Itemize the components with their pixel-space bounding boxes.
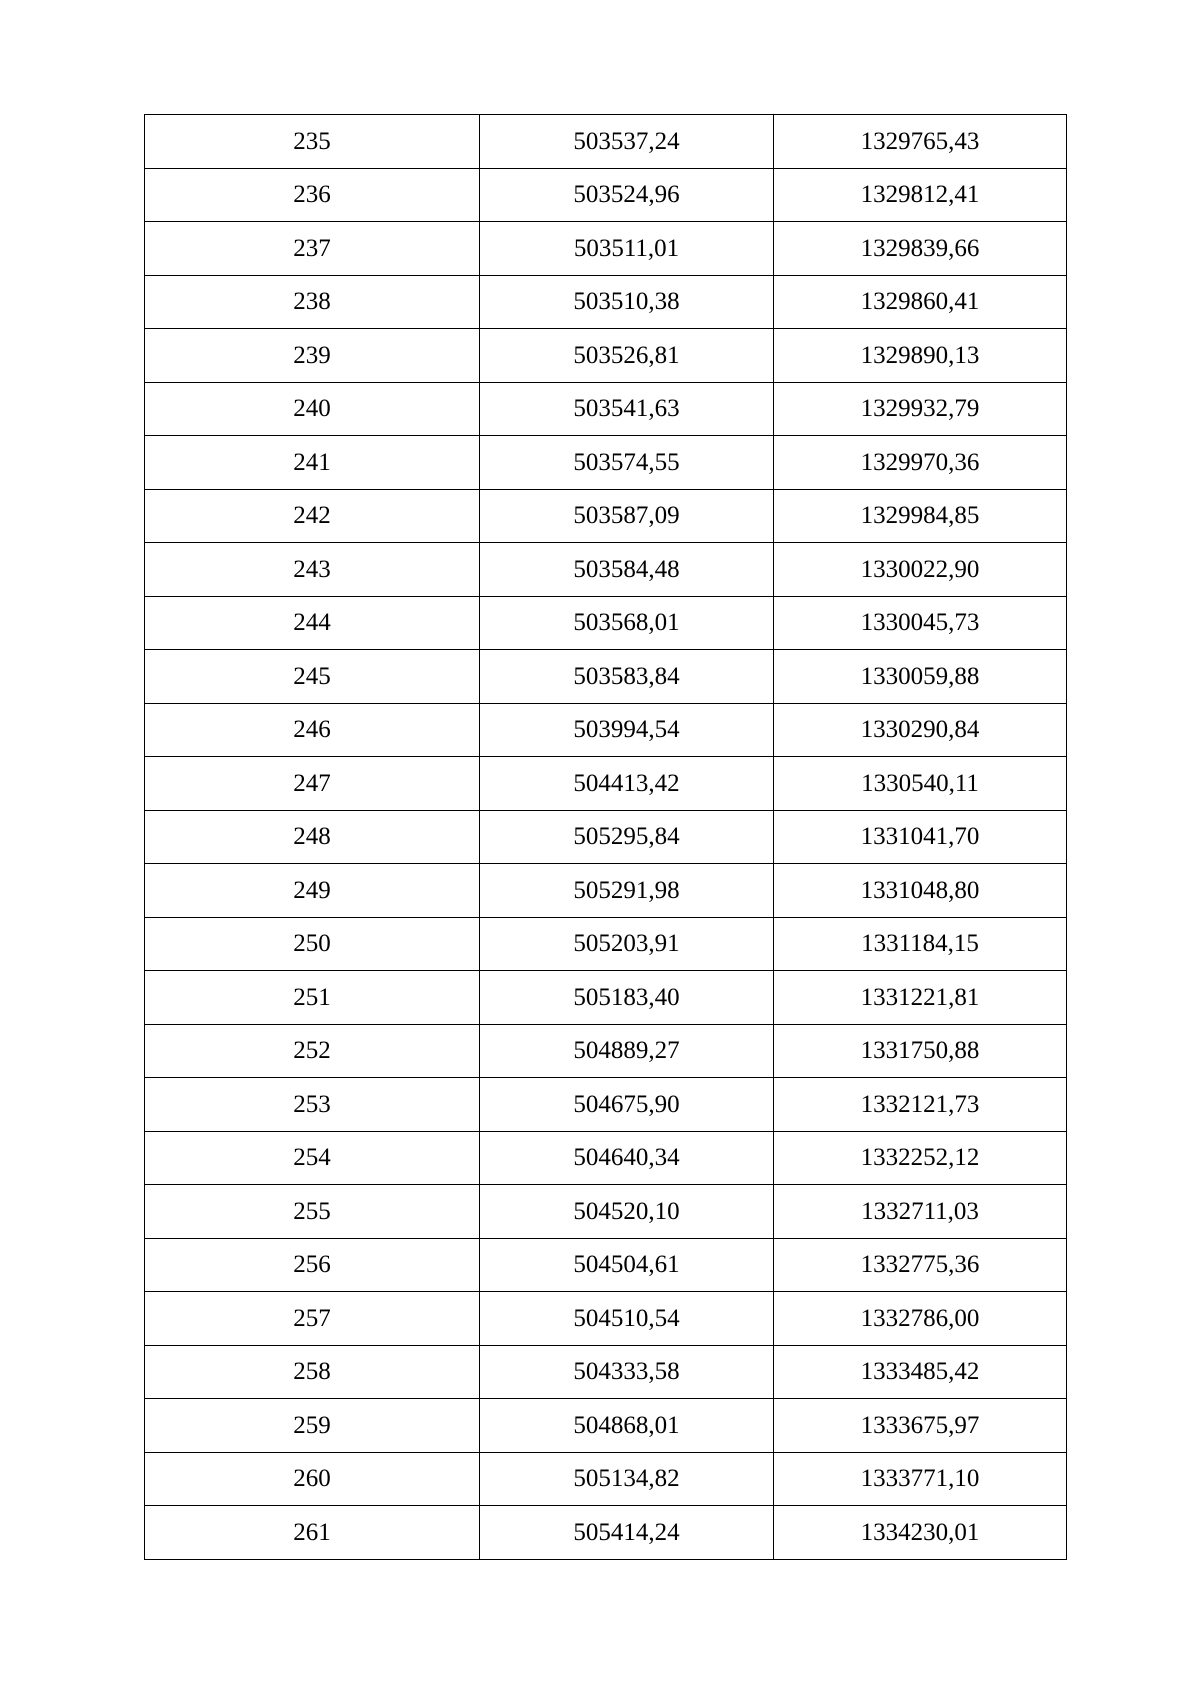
table-row	[145, 543, 1067, 597]
y-coordinate-cell: 1332775,36	[774, 1238, 1067, 1292]
y-coordinate-cell: 1334230,01	[774, 1506, 1067, 1560]
point-number-cell: 253	[145, 1078, 480, 1132]
x-coordinate-cell: 503524,96	[480, 168, 774, 222]
x-coordinate-cell: 505414,24	[480, 1506, 774, 1560]
table-row	[145, 650, 1067, 704]
y-coordinate-cell: 1330540,11	[774, 757, 1067, 811]
table-row	[145, 1452, 1067, 1506]
x-coordinate-cell: 503510,38	[480, 275, 774, 329]
table-row	[145, 1238, 1067, 1292]
point-number-cell: 252	[145, 1024, 480, 1078]
point-number-cell: 248	[145, 810, 480, 864]
point-number-cell: 243	[145, 543, 480, 597]
table-row	[145, 810, 1067, 864]
point-number-cell: 242	[145, 489, 480, 543]
point-number-cell: 260	[145, 1452, 480, 1506]
table-row	[145, 1345, 1067, 1399]
y-coordinate-cell: 1333771,10	[774, 1452, 1067, 1506]
y-coordinate-cell: 1331184,15	[774, 917, 1067, 971]
y-coordinate-cell: 1331048,80	[774, 864, 1067, 918]
x-coordinate-cell: 503994,54	[480, 703, 774, 757]
point-number-cell: 250	[145, 917, 480, 971]
x-coordinate-cell: 503541,63	[480, 382, 774, 436]
table-row	[145, 1399, 1067, 1453]
y-coordinate-cell: 1329860,41	[774, 275, 1067, 329]
point-number-cell: 246	[145, 703, 480, 757]
y-coordinate-cell: 1329839,66	[774, 222, 1067, 276]
y-coordinate-cell: 1330022,90	[774, 543, 1067, 597]
y-coordinate-cell: 1329970,36	[774, 436, 1067, 490]
coordinates-table-body	[145, 115, 1067, 1560]
x-coordinate-cell: 504640,34	[480, 1131, 774, 1185]
x-coordinate-cell: 503574,55	[480, 436, 774, 490]
x-coordinate-cell: 503587,09	[480, 489, 774, 543]
y-coordinate-cell: 1331750,88	[774, 1024, 1067, 1078]
x-coordinate-cell: 504510,54	[480, 1292, 774, 1346]
x-coordinate-cell: 503526,81	[480, 329, 774, 383]
point-number-cell: 261	[145, 1506, 480, 1560]
x-coordinate-cell: 503568,01	[480, 596, 774, 650]
point-number-cell: 235	[145, 115, 480, 169]
x-coordinate-cell: 503537,24	[480, 115, 774, 169]
y-coordinate-cell: 1333675,97	[774, 1399, 1067, 1453]
y-coordinate-cell: 1332786,00	[774, 1292, 1067, 1346]
x-coordinate-cell: 505183,40	[480, 971, 774, 1025]
x-coordinate-cell: 504868,01	[480, 1399, 774, 1453]
table-row	[145, 757, 1067, 811]
x-coordinate-cell: 503583,84	[480, 650, 774, 704]
y-coordinate-cell: 1329765,43	[774, 115, 1067, 169]
table-row	[145, 1185, 1067, 1239]
point-number-cell: 247	[145, 757, 480, 811]
table-row	[145, 1078, 1067, 1132]
x-coordinate-cell: 504889,27	[480, 1024, 774, 1078]
x-coordinate-cell: 505134,82	[480, 1452, 774, 1506]
point-number-cell: 241	[145, 436, 480, 490]
y-coordinate-cell: 1330045,73	[774, 596, 1067, 650]
x-coordinate-cell: 505203,91	[480, 917, 774, 971]
table-row	[145, 275, 1067, 329]
table-row	[145, 596, 1067, 650]
point-number-cell: 249	[145, 864, 480, 918]
y-coordinate-cell: 1329890,13	[774, 329, 1067, 383]
table-row	[145, 1131, 1067, 1185]
y-coordinate-cell: 1332252,12	[774, 1131, 1067, 1185]
table-row	[145, 1506, 1067, 1560]
x-coordinate-cell: 504413,42	[480, 757, 774, 811]
point-number-cell: 258	[145, 1345, 480, 1399]
y-coordinate-cell: 1331221,81	[774, 971, 1067, 1025]
point-number-cell: 245	[145, 650, 480, 704]
point-number-cell: 236	[145, 168, 480, 222]
table-row	[145, 115, 1067, 169]
y-coordinate-cell: 1332711,03	[774, 1185, 1067, 1239]
point-number-cell: 256	[145, 1238, 480, 1292]
table-row	[145, 703, 1067, 757]
point-number-cell: 259	[145, 1399, 480, 1453]
x-coordinate-cell: 503584,48	[480, 543, 774, 597]
table-row	[145, 382, 1067, 436]
table-row	[145, 1292, 1067, 1346]
point-number-cell: 240	[145, 382, 480, 436]
y-coordinate-cell: 1331041,70	[774, 810, 1067, 864]
coordinates-table	[144, 114, 1067, 1560]
table-row	[145, 864, 1067, 918]
point-number-cell: 255	[145, 1185, 480, 1239]
point-number-cell: 244	[145, 596, 480, 650]
x-coordinate-cell: 505295,84	[480, 810, 774, 864]
table-row	[145, 489, 1067, 543]
y-coordinate-cell: 1330059,88	[774, 650, 1067, 704]
x-coordinate-cell: 504675,90	[480, 1078, 774, 1132]
table-row	[145, 917, 1067, 971]
x-coordinate-cell: 504504,61	[480, 1238, 774, 1292]
y-coordinate-cell: 1329812,41	[774, 168, 1067, 222]
point-number-cell: 254	[145, 1131, 480, 1185]
y-coordinate-cell: 1333485,42	[774, 1345, 1067, 1399]
point-number-cell: 239	[145, 329, 480, 383]
y-coordinate-cell: 1330290,84	[774, 703, 1067, 757]
point-number-cell: 238	[145, 275, 480, 329]
point-number-cell: 237	[145, 222, 480, 276]
table-row	[145, 168, 1067, 222]
point-number-cell: 251	[145, 971, 480, 1025]
x-coordinate-cell: 505291,98	[480, 864, 774, 918]
point-number-cell: 257	[145, 1292, 480, 1346]
y-coordinate-cell: 1332121,73	[774, 1078, 1067, 1132]
table-row	[145, 329, 1067, 383]
x-coordinate-cell: 504333,58	[480, 1345, 774, 1399]
x-coordinate-cell: 503511,01	[480, 222, 774, 276]
y-coordinate-cell: 1329932,79	[774, 382, 1067, 436]
table-row	[145, 971, 1067, 1025]
y-coordinate-cell: 1329984,85	[774, 489, 1067, 543]
table-row	[145, 436, 1067, 490]
table-row	[145, 1024, 1067, 1078]
x-coordinate-cell: 504520,10	[480, 1185, 774, 1239]
table-row	[145, 222, 1067, 276]
